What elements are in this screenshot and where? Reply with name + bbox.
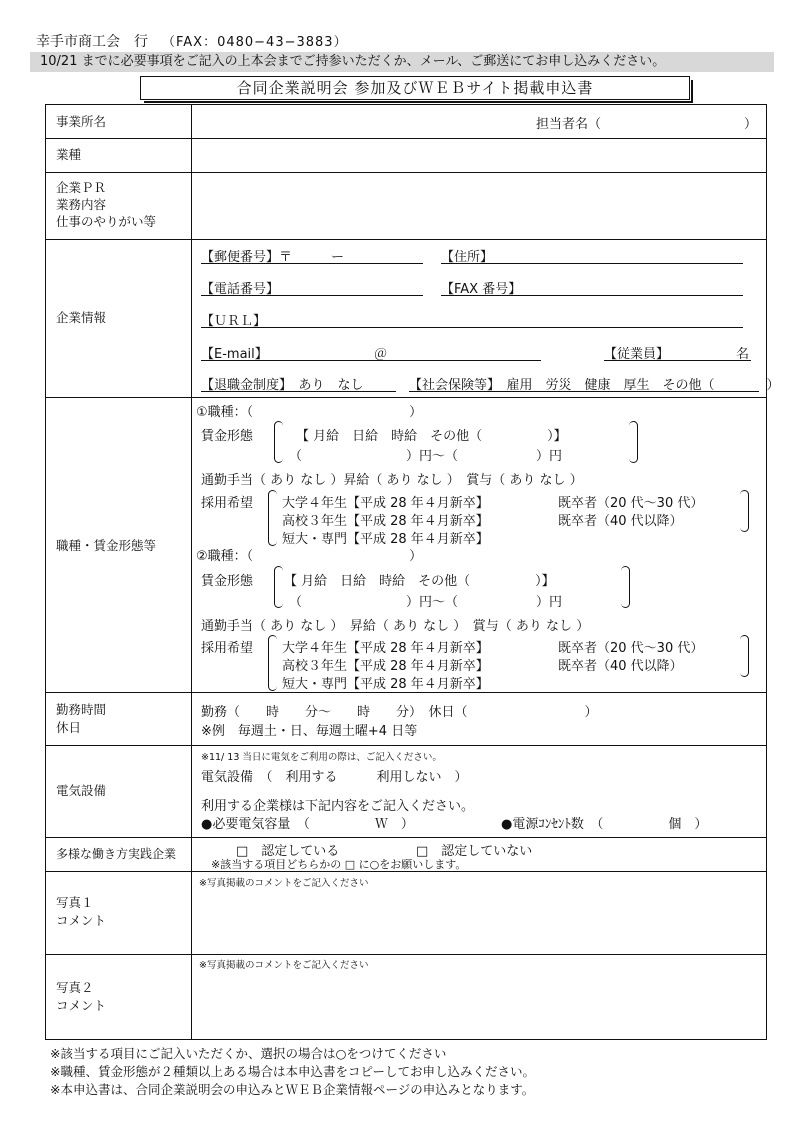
instruction-banner: 10/21 までに必要事項をご記入の上本会までご持参いただくか、メール、ご郵送にてお申し込みください。 — [30, 52, 774, 72]
wage-range-field[interactable]: （ ）円～（ ）円 — [289, 595, 563, 610]
hire-option-graduate-20-30[interactable]: 既卒者（20 代～30 代） — [558, 641, 704, 656]
contact-person-field[interactable]: 担当者名（ ） — [536, 117, 758, 132]
photo-1-comment-field[interactable] — [196, 890, 762, 950]
industry-field[interactable] — [196, 141, 756, 167]
hire-option-university[interactable]: 大学４年生【平成 28 年４月新卒】 — [282, 496, 489, 511]
hire-option-highschool[interactable]: 高校３年生【平成 28 年４月新卒】 — [282, 659, 489, 674]
job-appeal-label: 仕事のやりがい等 — [56, 214, 157, 229]
recipient: 幸手市商工会 行 — [36, 34, 148, 50]
left-brace — [274, 421, 283, 463]
job-2-field[interactable]: ②職種：（ ） — [196, 549, 423, 564]
fax-number: （FAX：0480−43−3883） — [162, 35, 348, 50]
photo-1-label: 写真１ — [56, 895, 94, 910]
email-at-sign: ＠ — [374, 347, 388, 362]
right-brace — [740, 635, 749, 677]
row-divider — [46, 138, 766, 139]
hire-option-highschool[interactable]: 高校３年生【平成 28 年４月新卒】 — [282, 514, 489, 529]
underline — [201, 263, 423, 264]
jobs-wage-label: 職種・賃金形態等 — [56, 538, 157, 553]
footer-note-1: ※該当する項目にご記入いただくか、選択の場合は○をつけてください — [50, 1046, 447, 1061]
row-divider — [46, 239, 766, 240]
hire-option-graduate-40[interactable]: 既卒者（40 代以降） — [558, 514, 683, 529]
photo-2-comment-field[interactable] — [196, 973, 762, 1035]
underline — [409, 391, 759, 392]
hire-option-university[interactable]: 大学４年生【平成 28 年４月新卒】 — [282, 641, 489, 656]
recipient-header — [36, 31, 348, 51]
photo-2-note: ※写真掲載のコメントをご記入ください — [199, 960, 369, 971]
hire-option-graduate-20-30[interactable]: 既卒者（20 代～30 代） — [558, 496, 704, 511]
job-1-field[interactable]: ①職種：（ ） — [196, 405, 423, 420]
hire-option-college[interactable]: 短大・専門【平成 28 年４月新卒】 — [282, 532, 489, 547]
left-brace — [274, 566, 283, 608]
row-divider — [46, 837, 766, 838]
electric-note: ※11/ 13 当日に電気をご利用の際は、ご記入ください。 — [201, 752, 442, 763]
column-divider — [191, 105, 192, 1039]
industry-label: 業種 — [56, 147, 82, 162]
underline — [441, 295, 743, 296]
wage-type-label: 賃金形態 — [201, 429, 254, 444]
row-divider — [46, 954, 766, 955]
photo-2-comment-label: コメント — [56, 998, 107, 1013]
wage-range-field[interactable]: （ ）円～（ ）円 — [289, 449, 563, 464]
allowance-options[interactable]: 通勤手当（ あり なし ）昇給（ あり なし ） 賞与（ あり なし ） — [201, 473, 583, 488]
url-field[interactable]: 【ＵＲＬ】 — [201, 314, 267, 329]
electric-request-text: 利用する企業様は下記内容をご記入ください。 — [201, 799, 475, 814]
row-divider — [46, 172, 766, 173]
outlet-count-field[interactable]: ●電源ｺﾝｾﾝﾄ数 （ 個 ） — [501, 817, 708, 832]
underline — [604, 360, 751, 361]
holiday-example: ※例 毎週土・日、毎週土曜+4 日等 — [201, 724, 418, 739]
hiring-wish-label: 採用希望 — [201, 496, 254, 511]
footer-note-2: ※職種、賃金形態が２種類以上ある場合は本申込書をコピーしてお申し込みください。 — [50, 1064, 535, 1079]
photo-1-comment-label: コメント — [56, 913, 107, 928]
company-pr-label: 企業ＰＲ — [56, 180, 107, 195]
photo-1-note: ※写真掲載のコメントをご記入ください — [199, 878, 369, 889]
underline — [201, 295, 423, 296]
business-content-label: 業務内容 — [56, 197, 107, 212]
email-field[interactable]: 【E-mail】 — [201, 347, 268, 362]
diverse-note: ※該当する項目どちらかの □ に○をお願いします。 — [211, 858, 467, 871]
phone-field[interactable]: 【電話番号】 — [201, 282, 280, 297]
address-field[interactable]: 【住所】 — [441, 250, 494, 265]
electric-equipment-label: 電気設備 — [56, 783, 107, 798]
hiring-wish-label: 採用希望 — [201, 641, 254, 656]
office-name-label: 事業所名 — [56, 114, 107, 129]
right-brace — [740, 490, 749, 532]
allowance-options[interactable]: 通勤手当（ あり なし ） 昇給（ あり なし ） 賞与（ あり なし ） — [201, 619, 590, 634]
fax-field[interactable]: 【FAX 番号】 — [441, 282, 522, 297]
employees-unit: 名 — [736, 347, 750, 362]
row-divider — [46, 745, 766, 746]
underline — [201, 360, 541, 361]
underline — [201, 327, 743, 328]
electric-use-options[interactable]: 電気設備 （ 利用する 利用しない ） — [201, 770, 468, 785]
form-title: 合同企業説明会 参加及びＷＥＢサイト掲載申込書 — [140, 76, 690, 100]
photo-2-label: 写真２ — [56, 980, 94, 995]
row-divider — [46, 692, 766, 693]
working-hours-field[interactable]: 勤務（ 時 分～ 時 分） 休日（ ） — [201, 705, 598, 720]
certified-checkbox[interactable]: □ 認定している — [236, 844, 340, 859]
company-info-label: 企業情報 — [56, 310, 107, 325]
left-brace — [268, 635, 277, 691]
underline — [441, 263, 743, 264]
diverse-work-label: 多様な働き方実践企業 — [56, 847, 177, 861]
application-form — [45, 104, 780, 1040]
wage-type-options[interactable]: 【 月給 日給 時給 その他（ ）】 — [284, 574, 555, 589]
retirement-benefit-options[interactable]: 【退職金制度】 あり なし — [201, 378, 364, 393]
underline — [201, 391, 396, 392]
hire-option-graduate-40[interactable]: 既卒者（40 代以降） — [558, 659, 683, 674]
wage-type-label: 賃金形態 — [201, 574, 254, 589]
left-brace — [268, 490, 277, 546]
working-hours-label: 勤務時間 — [56, 702, 107, 717]
footer-note-3: ※本申込書は、合同企業説明会の申込みとＷＥＢ企業情報ページの申込みとなります。 — [50, 1082, 535, 1097]
hire-option-college[interactable]: 短大・専門【平成 28 年４月新卒】 — [282, 677, 489, 692]
not-certified-checkbox[interactable]: □ 認定していない — [416, 844, 533, 859]
employees-field[interactable]: 【従業員】 — [604, 347, 670, 362]
right-brace — [629, 421, 638, 463]
postal-code-field[interactable]: 【郵便番号】〒 ー — [201, 250, 345, 265]
power-capacity-field[interactable]: ●必要電気容量 （ Ｗ ） — [201, 817, 414, 832]
holidays-label: 休日 — [56, 720, 82, 735]
wage-type-options[interactable]: 【 月給 日給 時給 その他（ ）】 — [296, 429, 567, 444]
social-insurance-options[interactable]: 【社会保険等】 雇用 労災 健康 厚生 その他（ ） — [409, 378, 780, 393]
row-divider — [46, 397, 766, 398]
right-brace — [621, 566, 630, 608]
